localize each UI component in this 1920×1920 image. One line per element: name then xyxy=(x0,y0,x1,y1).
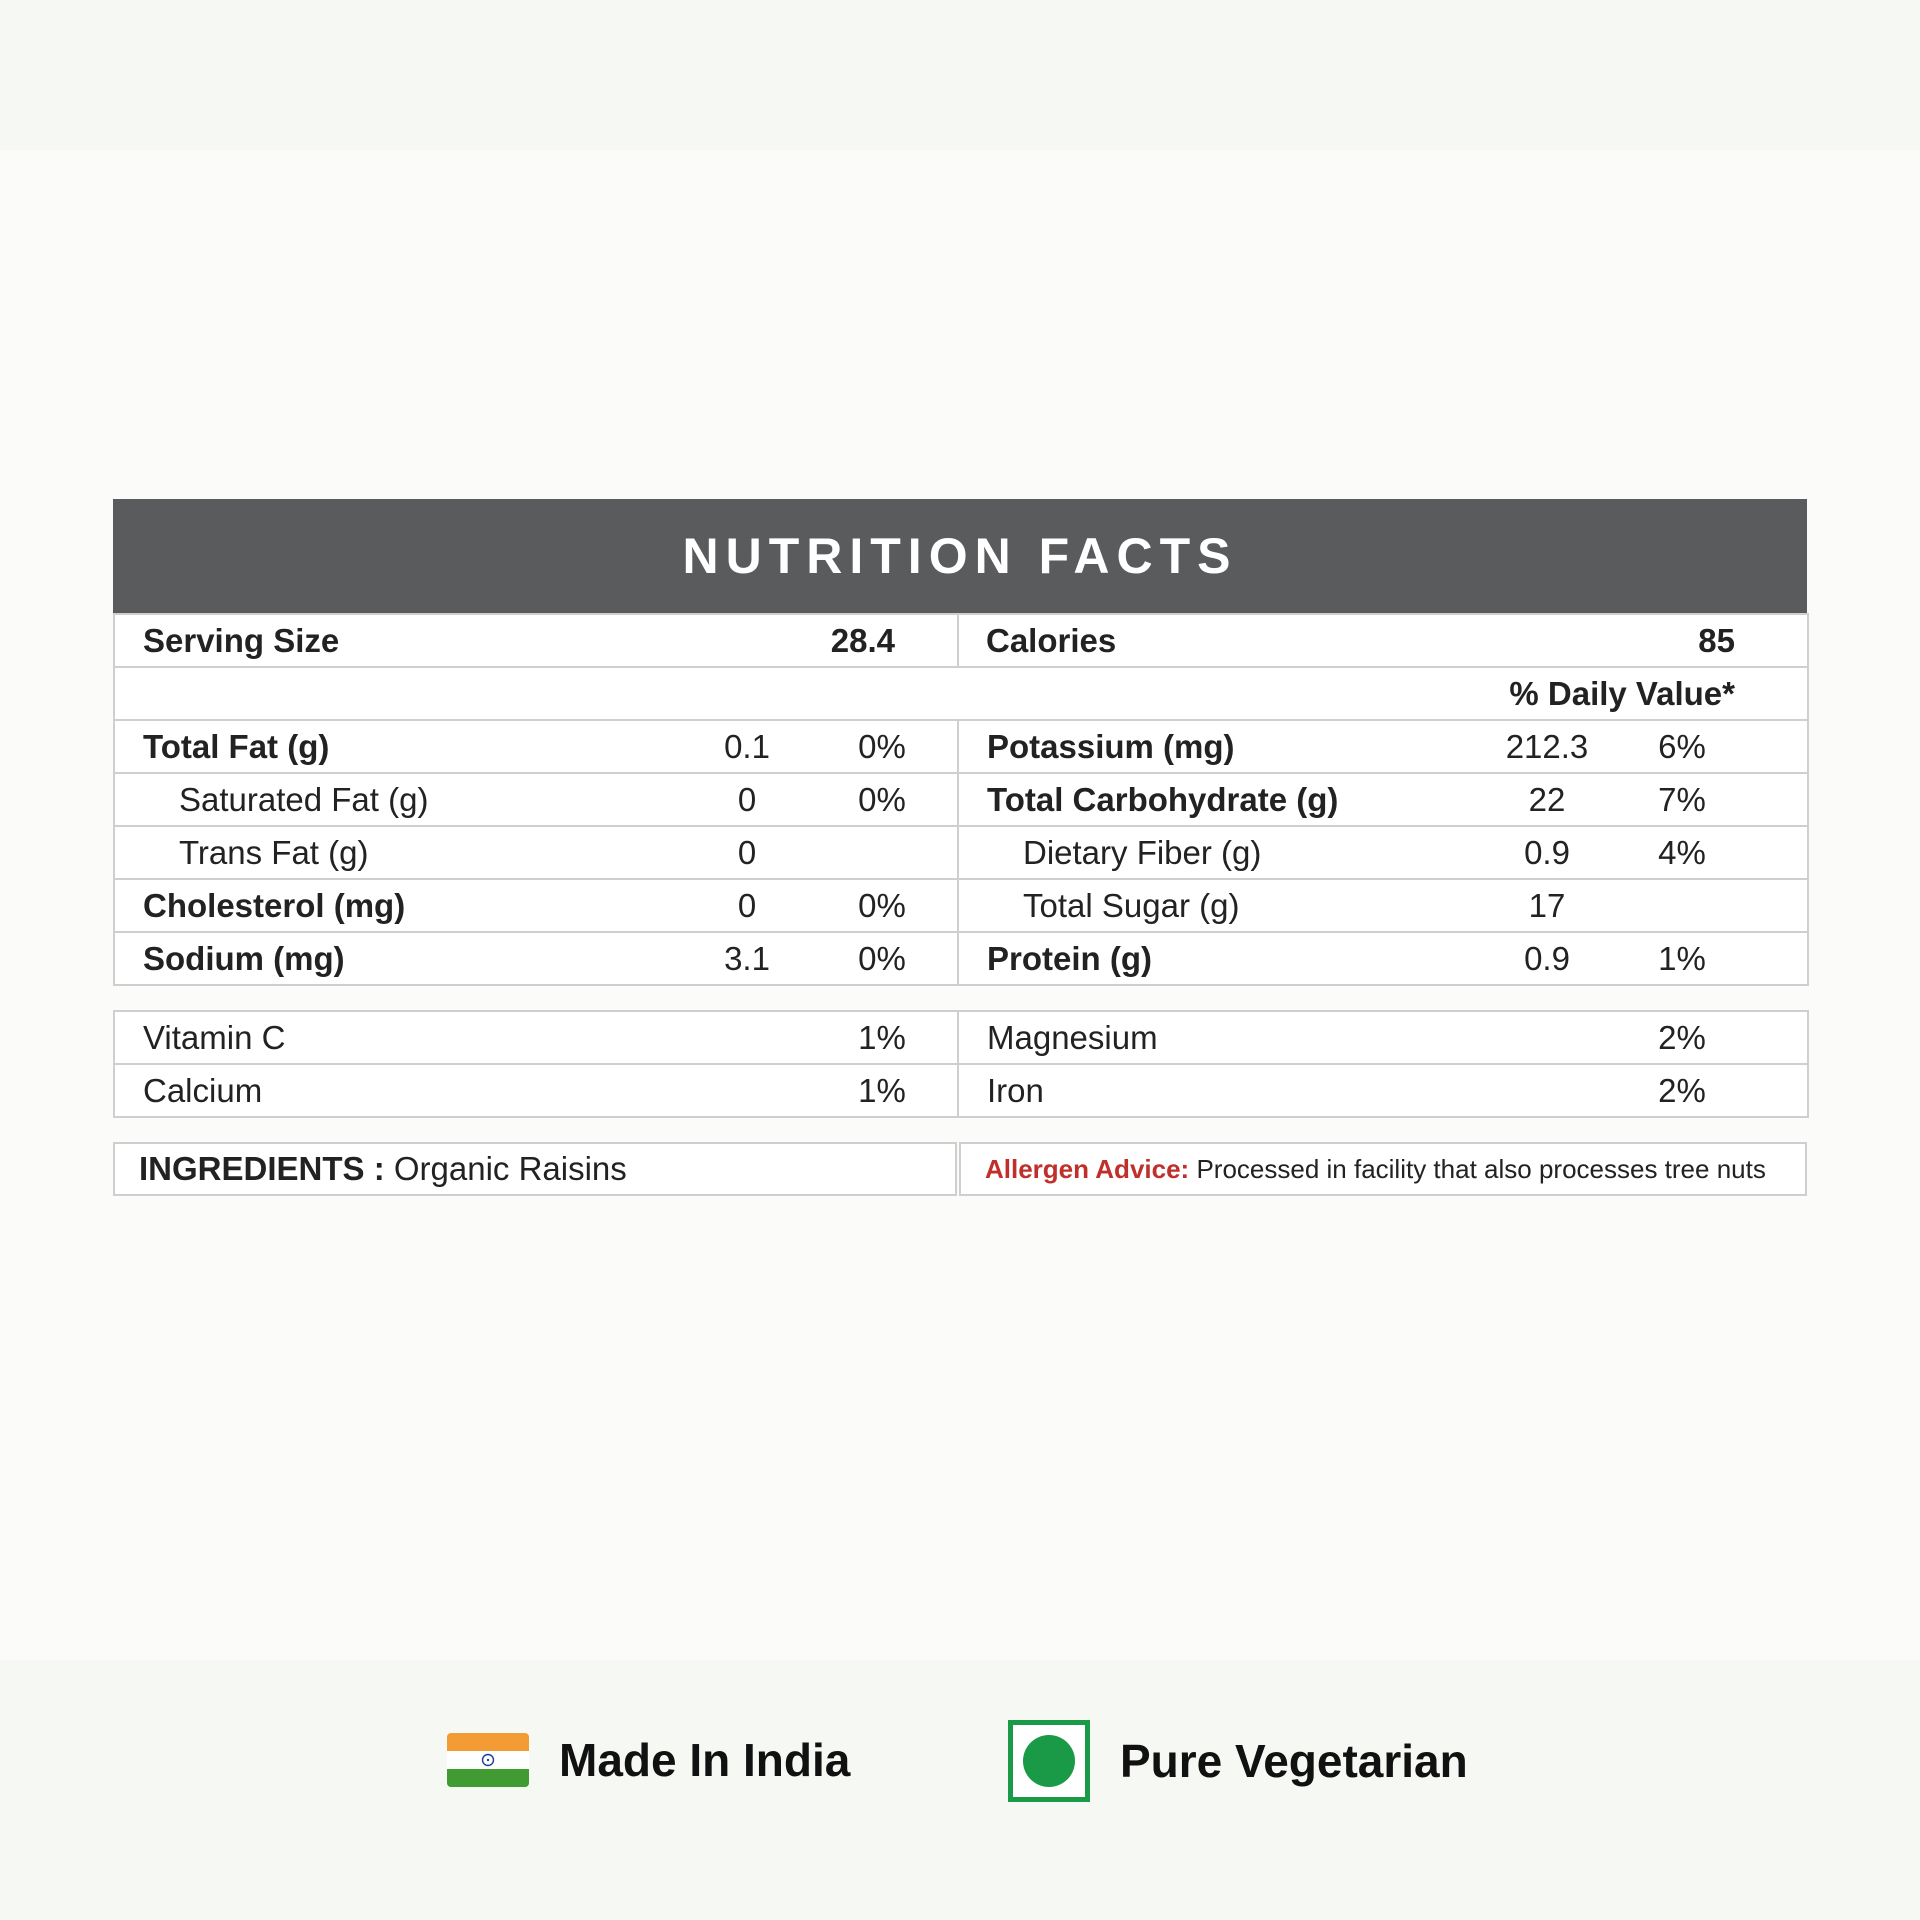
vitamin-row xyxy=(114,1011,1808,1064)
nutrient-value: 22 xyxy=(1528,780,1566,818)
nutrition-title: NUTRITION FACTS xyxy=(113,499,1807,613)
nutrient-label: Total Sugar (g) xyxy=(1023,886,1240,924)
nutrient-pct: 4% xyxy=(1658,833,1706,871)
nutrient-pct: 0% xyxy=(858,780,906,818)
nutrient-pct: 0% xyxy=(858,939,906,977)
nutrient-row xyxy=(114,932,1808,985)
serving-size-value: 28.4 xyxy=(830,621,895,659)
serving-size-label: Serving Size xyxy=(143,621,340,659)
top-band xyxy=(0,0,1920,150)
pure-vegetarian-text: Pure Vegetarian xyxy=(1120,1735,1468,1787)
mineral-pct: 2% xyxy=(1658,1018,1706,1056)
nutrient-value: 3.1 xyxy=(724,939,770,977)
calories-label: Calories xyxy=(986,621,1117,659)
nutrient-value: 17 xyxy=(1528,886,1566,924)
allergen-box xyxy=(959,1142,1807,1196)
nutrient-value: 0 xyxy=(737,780,757,818)
nutrient-value: 0.9 xyxy=(1524,833,1570,871)
footer-info xyxy=(113,1142,1807,1196)
nutrition-panel xyxy=(113,499,1807,1196)
vitamin-label: Calcium xyxy=(143,1071,263,1109)
ingredients-box xyxy=(113,1142,957,1196)
nutrient-row xyxy=(114,720,1808,773)
nutrient-pct: 7% xyxy=(1658,780,1706,818)
serving-row xyxy=(114,614,1808,667)
nutrient-value: 0.1 xyxy=(724,727,770,765)
daily-value-row xyxy=(114,667,1808,720)
mineral-label: Iron xyxy=(987,1071,1044,1109)
nutrient-pct: 0% xyxy=(858,886,906,924)
ingredients-label: INGREDIENTS : xyxy=(139,1150,385,1187)
daily-value-header: % Daily Value* xyxy=(1509,674,1735,712)
nutrient-value: 0 xyxy=(737,833,757,871)
nutrient-pct: 1% xyxy=(1658,939,1706,977)
nutrient-value: 0 xyxy=(737,886,757,924)
vitamin-row xyxy=(114,1064,1808,1117)
nutrient-value: 212.3 xyxy=(1505,727,1589,765)
nutrient-row xyxy=(114,879,1808,932)
allergen-value: Processed in facility that also processes tree nuts xyxy=(1196,1153,1766,1184)
nutrient-label: Saturated Fat (g) xyxy=(179,780,429,818)
nutrient-row xyxy=(114,773,1808,826)
nutrient-label: Trans Fat (g) xyxy=(179,833,369,871)
vitamins-table xyxy=(113,1010,1809,1118)
vitamin-label: Vitamin C xyxy=(143,1018,286,1056)
nutrient-row xyxy=(114,826,1808,879)
bottom-band xyxy=(0,1660,1920,1920)
vitamin-pct: 1% xyxy=(858,1071,906,1109)
nutrient-label: Cholesterol (mg) xyxy=(143,886,406,924)
nutrient-label: Protein (g) xyxy=(987,939,1152,977)
veg-mark-icon xyxy=(1008,1720,1090,1802)
ingredients-value: Organic Raisins xyxy=(393,1150,627,1187)
india-flag-icon xyxy=(447,1733,529,1787)
nutrient-pct: 6% xyxy=(1658,727,1706,765)
nutrient-label: Dietary Fiber (g) xyxy=(1023,833,1262,871)
nutrient-label: Total Carbohydrate (g) xyxy=(987,780,1339,818)
pure-vegetarian-badge xyxy=(1008,1720,1468,1802)
nutrient-label: Sodium (mg) xyxy=(143,939,345,977)
nutrient-label: Potassium (mg) xyxy=(987,727,1235,765)
mineral-label: Magnesium xyxy=(987,1018,1158,1056)
nutrient-pct: 0% xyxy=(858,727,906,765)
made-in-india-badge xyxy=(447,1733,850,1787)
nutrient-value: 0.9 xyxy=(1524,939,1570,977)
nutrition-table xyxy=(113,613,1809,986)
allergen-label: Allergen Advice: xyxy=(985,1153,1190,1184)
mineral-pct: 2% xyxy=(1658,1071,1706,1109)
calories-value: 85 xyxy=(1698,621,1735,659)
nutrient-label: Total Fat (g) xyxy=(143,727,330,765)
vitamin-pct: 1% xyxy=(858,1018,906,1056)
made-in-india-text: Made In India xyxy=(559,1734,851,1786)
